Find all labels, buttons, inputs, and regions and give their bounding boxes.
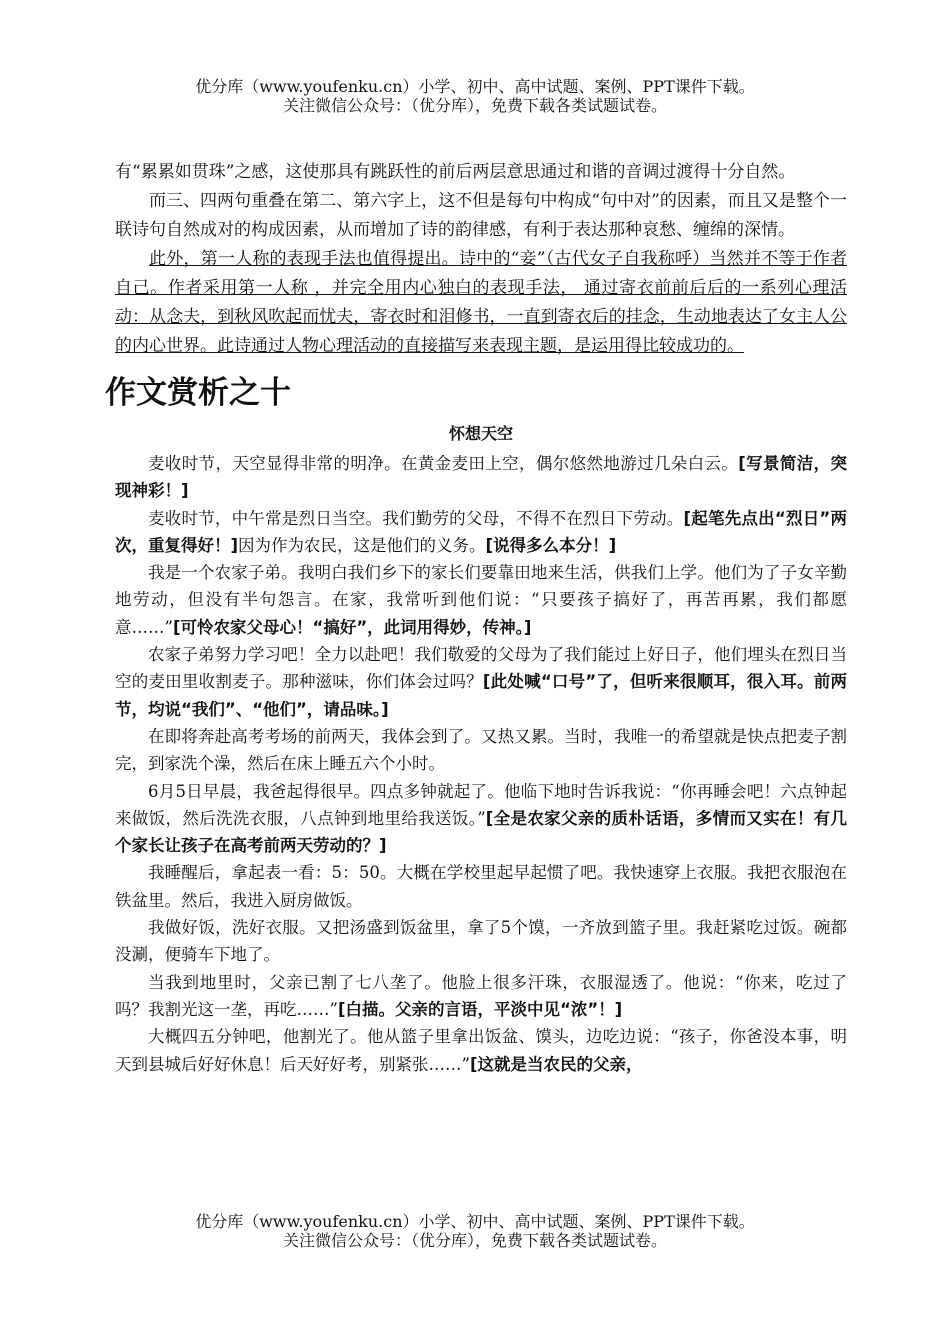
footer-line-1: 优分库（www.youfenku.cn）小学、初中、高中试题、案例、PPT课件下载。 bbox=[195, 1212, 755, 1231]
page-content bbox=[105, 158, 848, 1078]
essay-comment: [可怜农家父母心！“搞好”，此词用得妙，传神。] bbox=[172, 617, 532, 637]
essay-comment: [此处喊“口号”了，但听来很顺耳，很入耳。前两节，均说“我们”、“他们”，请品味。] bbox=[115, 672, 848, 719]
essay-paragraph-9 bbox=[115, 969, 847, 1024]
essay-comment: [白描。父亲的言语，平淡中见“浓”！] bbox=[337, 999, 623, 1019]
essay-paragraph-6 bbox=[115, 778, 847, 860]
essay-comment: [这就是当农民的父亲， bbox=[469, 1054, 643, 1074]
essay-text: 大概四五分钟吧，他割光了。他从篮子里拿出饭盆、馍头，边吃边说：“孩子，你爸没本事，明天到县城后好好休息！后天好好考，别紧张……” bbox=[115, 1027, 847, 1074]
header-line-2: 关注微信公众号：（优分库），免费下载各类试题试卷。 bbox=[282, 96, 667, 115]
essay-paragraph-5 bbox=[115, 723, 847, 778]
essay-text: 我做好饭，洗好衣服。又把汤盛到饭盆里，拿了5个馍，一齐放到篮子里。我赶紧吃过饭。碗都没涮，便骑车下地了。 bbox=[115, 918, 847, 965]
analysis-paragraph-2: 而三、四两句重叠在第二、第六字上，这不但是每句中构成“句中对”的因素，而且又是整个一联诗句自然成对的构成因素，从而增加了诗的韵律感，有利于表达那种哀愁、缠绵的深情。 bbox=[115, 191, 847, 240]
essay-title: 怀想天空 bbox=[448, 424, 513, 443]
analysis-paragraph-3-underlined: 此外，第一人称的表现手法也值得提出。诗中的“妾”（古代女子自我称呼）当然并不等于作者自己。作者采用第一人称 ，并完全用内心独白的表现手法， 通过寄衣前前后后的一系列心理活动：从念夫，到秋风吹起而忧夫，寄衣时和泪修书，一直到寄衣后的挂念，生动地表达了女主人公的内心世界。此诗通过人物心理活动的直接描写来表现主题，是运用得比较成功的。 bbox=[115, 249, 847, 356]
essay-text: 在即将奔赴高考考场的前两天，我体会到了。又热又累。当时，我唯一的希望就是快点把麦子割完，到家洗个澡，然后在床上睡五六个小时。 bbox=[115, 726, 847, 774]
essay-paragraph-2 bbox=[115, 505, 847, 560]
essay-comment: [写景简洁，突现神彩！] bbox=[115, 454, 847, 501]
essay-paragraph-3 bbox=[115, 559, 847, 641]
essay-paragraph-8 bbox=[115, 914, 847, 969]
essay-text: 6月5日早晨，我爸起得很早。四点多钟就起了。他临下地时告诉我说：“你再睡会吧！六点钟起来做饭，然后洗洗衣服，八点钟到地里给我送饭。” bbox=[115, 781, 847, 828]
essay-comment: [说得多么本分！] bbox=[485, 535, 617, 555]
essay-text: 麦收时节，天空显得非常的明净。在黄金麦田上空，偶尔悠然地游过几朵白云。 bbox=[148, 454, 739, 473]
essay-text: 我是一个农家子弟。我明白我们乡下的家长们要靠田地来生活，供我们上学。他们为了子女辛勤地劳动，但没有半句怨言。在家，我常听到他们说：“只要孩子搞好了，再苦再累，我们都愿意……” bbox=[115, 563, 847, 637]
section-heading: 作文赏析之十 bbox=[105, 375, 291, 411]
essay-text: 当我到地里时，父亲已割了七八垄了。他脸上很多汗珠，衣服湿透了。他说：“你来，吃过了吗？我割光这一垄，再吃……” bbox=[115, 972, 847, 1019]
essay-paragraph-10 bbox=[115, 1023, 847, 1078]
footer-line-2: 关注微信公众号：（优分库），免费下载各类试题试卷。 bbox=[282, 1231, 667, 1250]
essay-paragraph-7 bbox=[115, 859, 847, 914]
essay-text: 麦收时节，中午常是烈日当空。我们勤劳的父母，不得不在烈日下劳动。 bbox=[148, 508, 684, 528]
essay-text: 因为作为农民，这是他们的义务。 bbox=[238, 535, 486, 555]
essay-comment: [起笔先点出“烈日”两次，重复得好！] bbox=[115, 508, 848, 555]
header-line-1: 优分库（www.youfenku.cn）小学、初中、高中试题、案例、PPT课件下载。 bbox=[195, 77, 755, 96]
essay-paragraph-4 bbox=[115, 641, 847, 723]
essay-comment: [全是农家父亲的质朴话语，多情而又实在！有几个家长让孩子在高考前两天劳动的？] bbox=[115, 808, 848, 856]
analysis-paragraph-1: 有“累累如贯珠”之感，这使那具有跳跃性的前后两层意思通过和谐的音调过渡得十分自然。 bbox=[115, 162, 796, 182]
page-footer bbox=[0, 1212, 950, 1250]
essay-text: 农家子弟努力学习吧！全力以赴吧！我们敬爱的父母为了我们能过上好日子，他们埋头在烈日当空的麦田里收割麦子。那种滋味，你们体会过吗？ bbox=[115, 645, 847, 692]
page-header bbox=[0, 77, 950, 115]
essay-text: 我睡醒后，拿起表一看：5：50。大概在学校里起早起惯了吧。我快速穿上衣服。我把衣服泡在铁盆里。然后，我进入厨房做饭。 bbox=[115, 863, 847, 910]
essay-paragraph-1 bbox=[115, 450, 847, 505]
